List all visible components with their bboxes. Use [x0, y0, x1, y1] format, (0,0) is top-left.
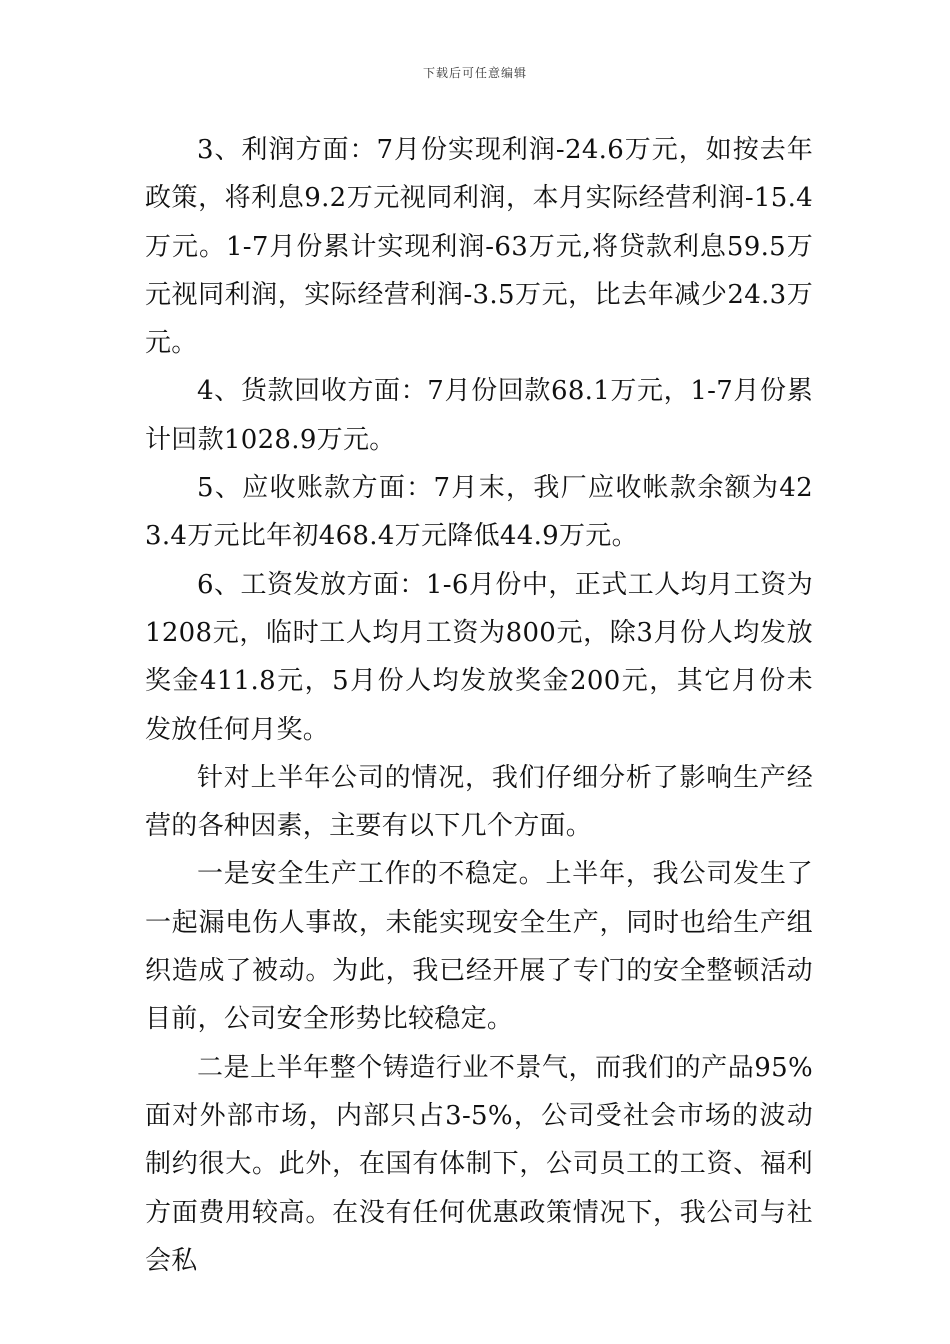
paragraph-receivables: 5、应收账款方面：7月末，我厂应收帐款余额为423.4万元比年初468.4万元降低44.9万元。 [145, 473, 813, 552]
document-body [145, 126, 813, 1285]
paragraph-payment-collection: 4、货款回收方面：7月份回款68.1万元，1-7月份累计回款1028.9万元。 [145, 376, 813, 455]
paragraph-wages: 6、工资发放方面：1-6月份中，正式工人均月工资为1208元，临时工人均月工资为800元，除3月份人均发放奖金411.8元，5月份人均发放奖金200元，其它月份未发放任何月奖。 [145, 569, 813, 745]
paragraph-analysis-intro: 针对上半年公司的情况，我们仔细分析了影响生产经营的各种因素，主要有以下几个方面。 [145, 762, 813, 842]
page-header-note: 下载后可任意编辑 [422, 66, 527, 80]
paragraph-market: 二是上半年整个铸造行业不景气，而我们的产品95%面对外部市场，内部只占3-5%，公司受社会市场的波动制约很大。此外，在国有体制下，公司员工的工资、福利方面费用较高。在没有任何优惠政策情况下，我公司与社会私 [145, 1052, 813, 1276]
paragraph-safety: 一是安全生产工作的不稳定。上半年，我公司发生了一起漏电伤人事故，未能实现安全生产，同时也给生产组织造成了被动。为此，我已经开展了专门的安全整顿活动目前，公司安全形势比较稳定。 [145, 859, 813, 1035]
paragraph-profit: 3、利润方面：7月份实现利润-24.6万元，如按去年政策，将利息9.2万元视同利润，本月实际经营利润-15.4万元。1-7月份累计实现利润-63万元,将贷款利息59.5万元视同利润，实际经营利润-3.5万元，比去年减少24.3万元。 [145, 135, 813, 359]
